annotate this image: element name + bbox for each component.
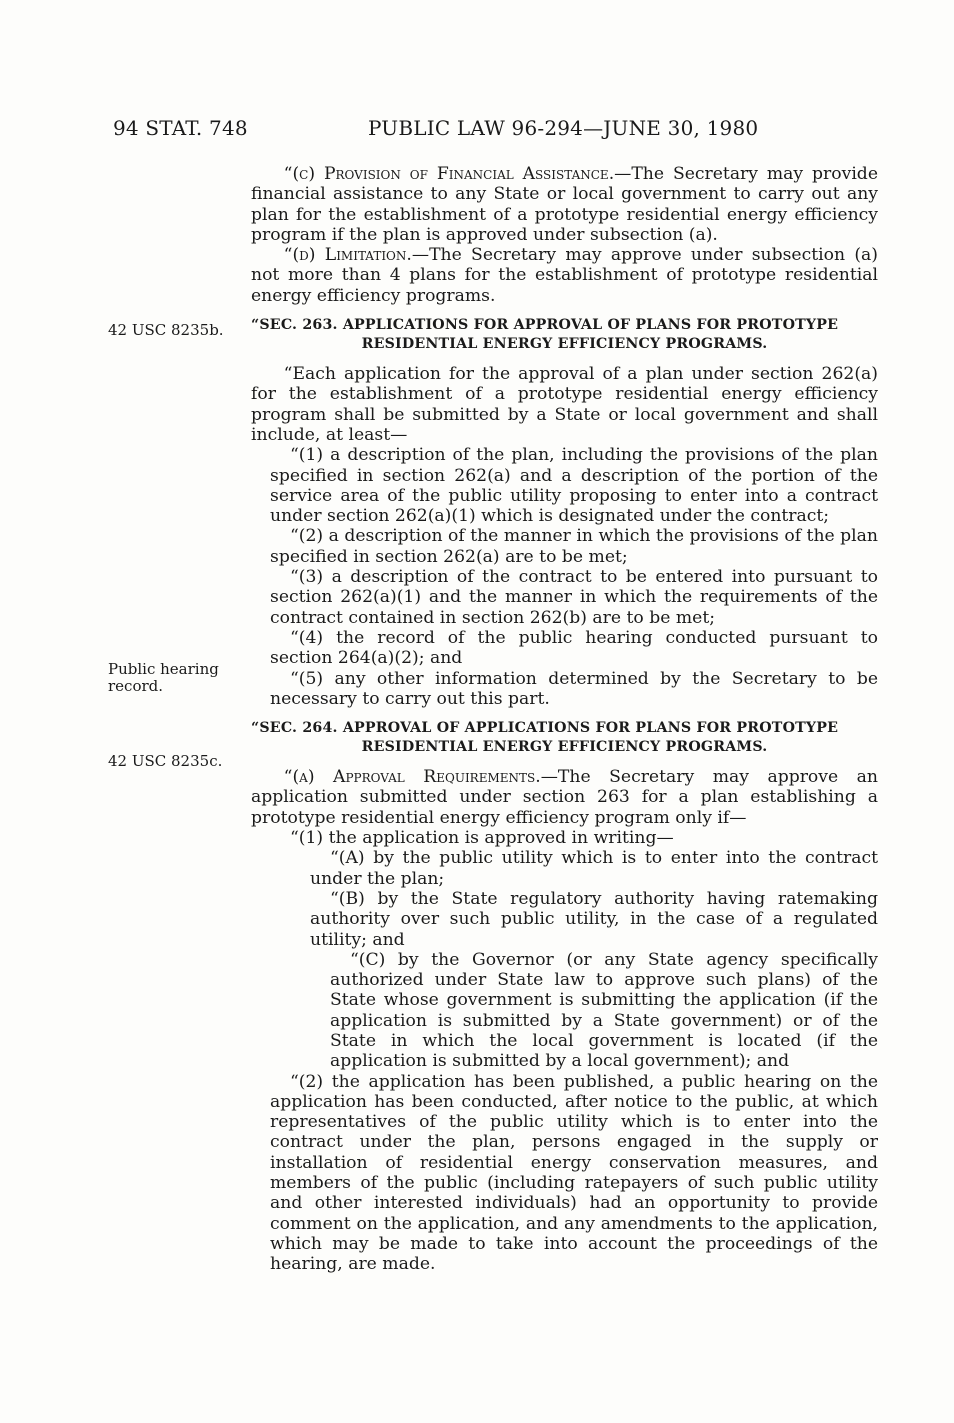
section-263-heading <box>251 316 878 354</box>
margin-note-line: Public hearing <box>108 660 219 678</box>
section-heading-line: RESIDENTIAL ENERGY EFFICIENCY PROGRAMS. <box>361 739 768 756</box>
public-law-title: PUBLIC LAW 96-294—JUNE 30, 1980 <box>368 116 759 140</box>
subsection-heading: “(a) Approval Requirements. <box>283 767 541 788</box>
page-header <box>113 116 883 144</box>
list-item: “(4) the record of the public hearing conducted pursuant to section 264(a)(2); and <box>270 627 878 669</box>
list-item: “(A) by the public utility which is to enter into the contract under the plan; <box>310 848 878 889</box>
list-item: “(2) a description of the manner in which the provisions of the plan specified in section 262(a) are to be met; <box>270 526 878 567</box>
list-item: “(B) by the State regulatory authority having ratemaking authority over such public utility, in the case of a regulated utility; and <box>310 888 878 950</box>
list-item: “(5) any other information determined by the Secretary to be necessary to carry out this part. <box>270 668 878 709</box>
subsection-text: —The Secretary may approve an application submitted under section 263 for a plan establishing a prototype residential energy efficiency program only if— <box>251 767 879 828</box>
subsection-heading: “(c) Provision of Financial Assistance. <box>283 164 615 184</box>
body-text <box>251 164 878 1275</box>
section-264-heading <box>251 719 878 757</box>
margin-note-public-hearing <box>108 661 219 695</box>
margin-note-line: record. <box>108 677 164 695</box>
subsection-text: —The Secretary may provide financial assistance to any State or local government to carry out any plan for the establishment of a prototype residential energy efficiency program if the plan is approved under subsection (a). <box>251 164 878 245</box>
paragraph: “Each application for the approval of a plan under section 262(a) for the establishment of a prototype residential energy efficiency program shall be submitted by a State or local government and shall include, at least— <box>251 364 878 445</box>
section-heading-line: “SEC. 263. APPLICATIONS FOR APPROVAL OF PLANS FOR PROTOTYPE <box>251 317 839 334</box>
margin-note-usc-8235b: 42 USC 8235b. <box>108 321 224 339</box>
list-item: “(1) the application is approved in writing— <box>290 828 674 849</box>
subsection-heading: “(d) Limitation. <box>283 245 412 266</box>
section-heading-line: “SEC. 264. APPROVAL OF APPLICATIONS FOR PLANS FOR PROTOTYPE <box>251 720 839 737</box>
section-heading-line: RESIDENTIAL ENERGY EFFICIENCY PROGRAMS. <box>361 336 768 353</box>
list-item: “(C) by the Governor (or any State agency specifically authorized under State law to approve such plans) of the State whose government is submitting the application (if the application is submitted by a State government) or of the State in which the local government is located (if the application is submitted by a local government); and <box>330 949 878 1072</box>
list-item: “(1) a description of the plan, including the provisions of the plan specified in section 262(a) and a description of the portion of the service area of the public utility proposing to enter into a contract under section 262(a)(1) which is designated under the contract; <box>270 445 878 527</box>
list-item: “(2) the application has been published, a public hearing on the application has been conducted, after notice to the public, at which representatives of the public utility which is to enter into the contract under the plan, persons engaged in the supply or installation of residential energy conservation measures, and members of the public (including ratepayers of such public utility and other interested individuals) had an opportunity to provide comment on the application, and any amendments to the application, which may be made to take into account the proceedings of the hearing, are made. <box>270 1071 878 1275</box>
subsection-text: —The Secretary may approve under subsection (a) not more than 4 plans for the establishment of prototype residential energy efficiency programs. <box>251 245 878 306</box>
list-item: “(3) a description of the contract to be entered into pursuant to section 262(a)(1) and the manner in which the requirements of the contract contained in section 262(b) are to be met; <box>270 567 878 628</box>
statute-page-number: 94 STAT. 748 <box>113 116 248 140</box>
margin-note-usc-8235c: 42 USC 8235c. <box>108 752 223 770</box>
subsection-c <box>251 164 878 245</box>
subsection-d <box>251 245 878 306</box>
subsection-a <box>251 767 878 828</box>
